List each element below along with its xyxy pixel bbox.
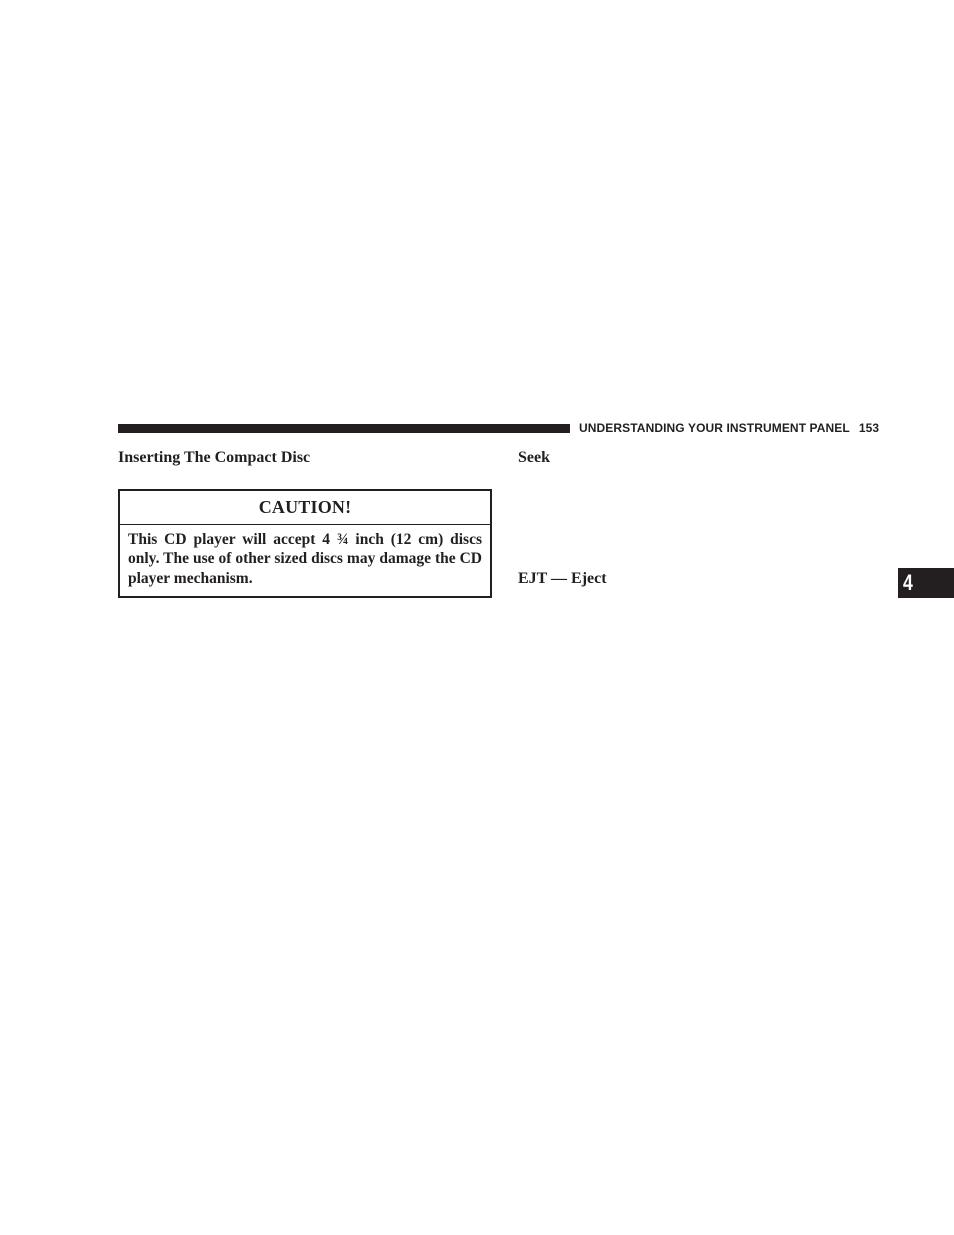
heading-inserting-compact-disc: Inserting The Compact Disc bbox=[118, 449, 311, 466]
running-header bbox=[579, 420, 879, 436]
caution-box bbox=[118, 489, 492, 598]
chapter-tab bbox=[898, 568, 954, 598]
heading-seek: Seek bbox=[518, 449, 550, 466]
header-rule bbox=[118, 424, 570, 433]
chapter-number: 4 bbox=[903, 570, 913, 595]
caution-text: This CD player will accept 4 ¾ inch (12 cm) discs only. The use of other sized discs may damage the CD player mechanism. bbox=[128, 531, 482, 587]
heading-eject: EJT — Eject bbox=[518, 570, 607, 587]
caution-title: CAUTION! bbox=[120, 491, 490, 525]
section-title: UNDERSTANDING YOUR INSTRUMENT PANEL bbox=[579, 421, 850, 435]
page-number: 153 bbox=[858, 421, 880, 435]
